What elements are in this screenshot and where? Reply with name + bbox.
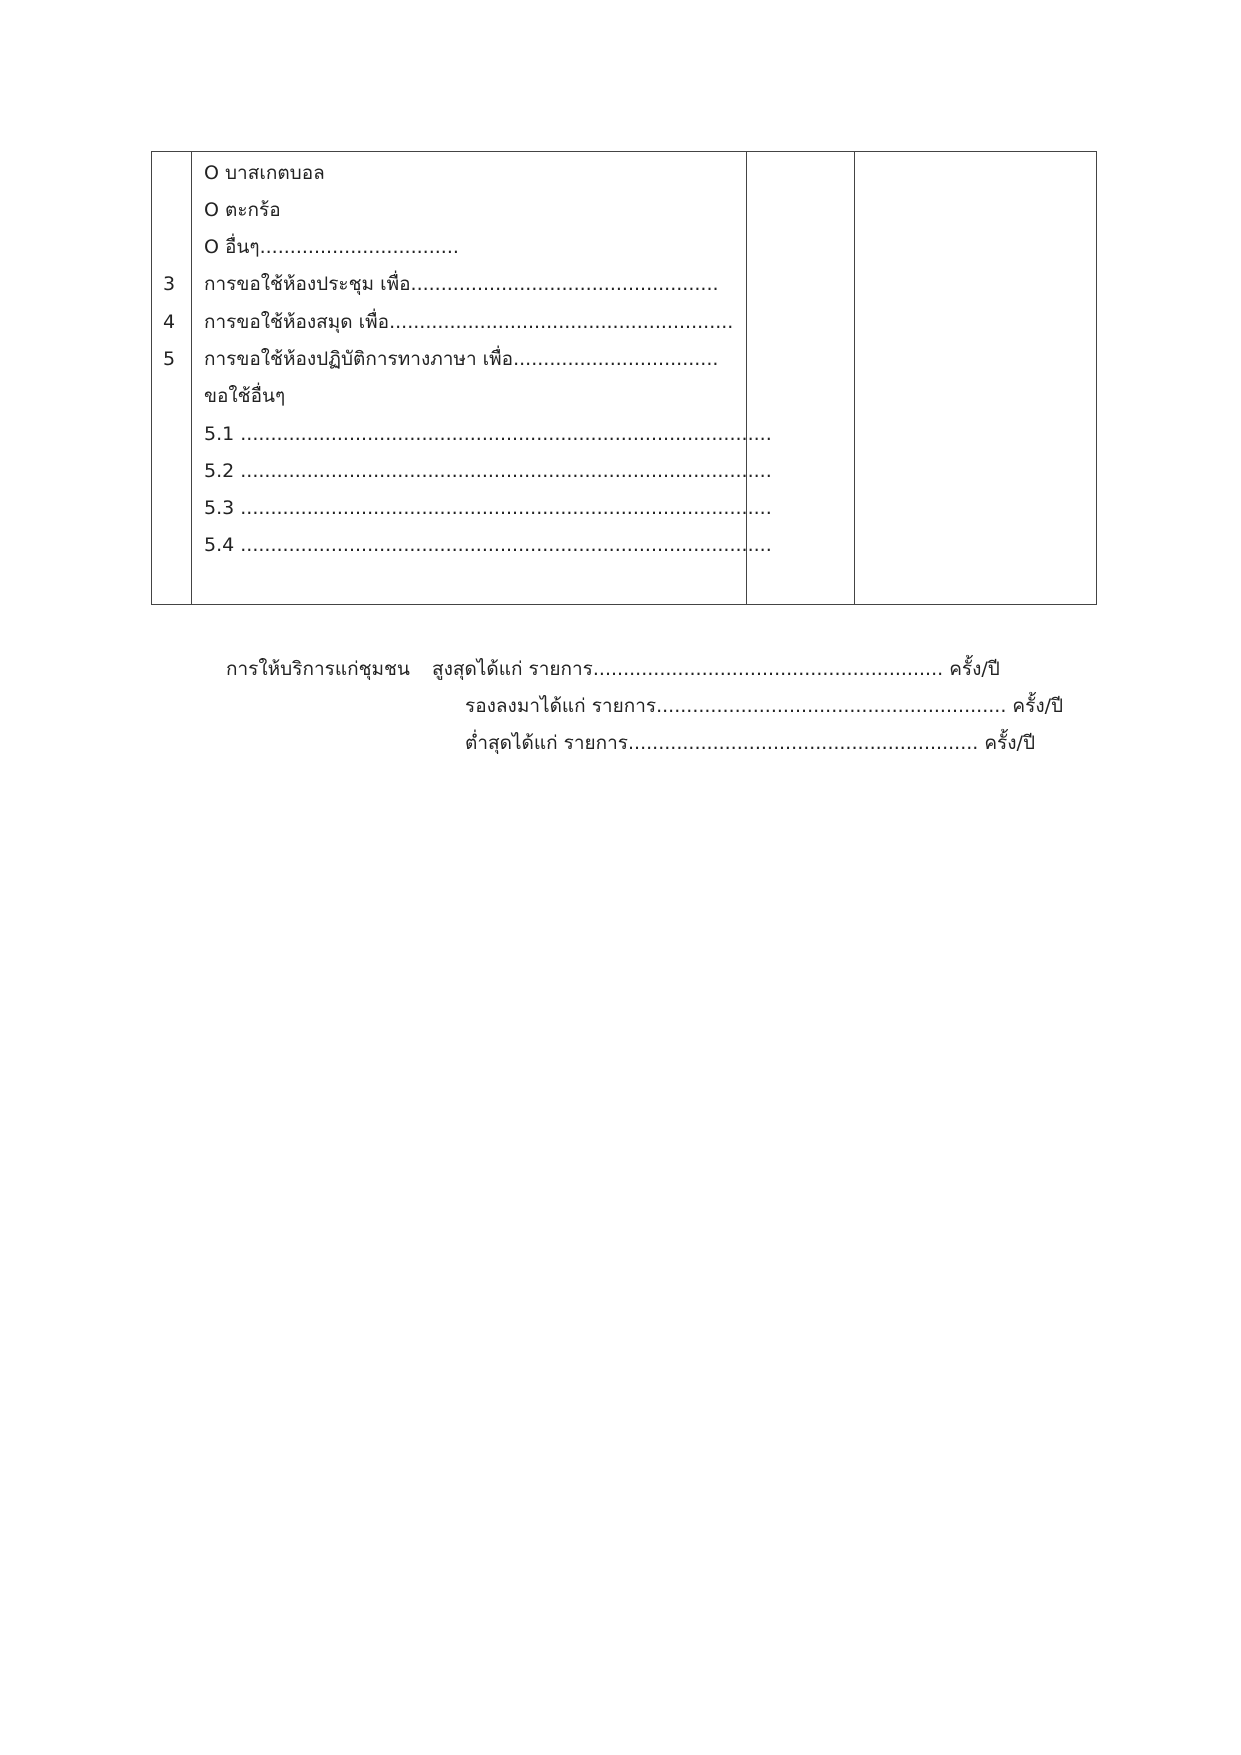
list-item: O บาสเกตบอล (204, 162, 325, 184)
list-item: 5.3 ........................................................................................ (204, 497, 772, 519)
list-item: O อื่นๆ................................. (204, 236, 459, 258)
row-number: 4 (163, 311, 176, 333)
summary-lead: การให้บริการแก่ชุมชน (226, 658, 410, 680)
list-item: O ตะกร้อ (204, 199, 281, 221)
list-item: ขอใช้อื่นๆ (204, 385, 286, 407)
table-column-divider (191, 152, 192, 604)
summary-second: รองลงมาได้แก่ รายการ.......................................................... ครั้ง/ปี (465, 695, 1064, 717)
list-item: 5.1 ........................................................................................ (204, 423, 772, 445)
summary-lowest: ต่ำสุดได้แก่ รายการ.......................................................... ครั้ง/ปี (465, 732, 1035, 754)
list-item: 5.4 ........................................................................................ (204, 534, 772, 556)
form-table (151, 151, 1097, 605)
list-item: การขอใช้ห้องประชุม เพื่อ................................................... (204, 273, 719, 295)
row-number: 5 (163, 348, 176, 370)
list-item: การขอใช้ห้องสมุด เพื่อ......................................................... (204, 311, 734, 333)
summary-highest: สูงสุดได้แก่ รายการ.......................................................... ครั้ง/ปี (432, 658, 1000, 680)
list-item: การขอใช้ห้องปฏิบัติการทางภาษา เพื่อ.................................. (204, 348, 719, 370)
row-number: 3 (163, 273, 176, 295)
table-column-divider (854, 152, 855, 604)
list-item: 5.2 ........................................................................................ (204, 460, 772, 482)
